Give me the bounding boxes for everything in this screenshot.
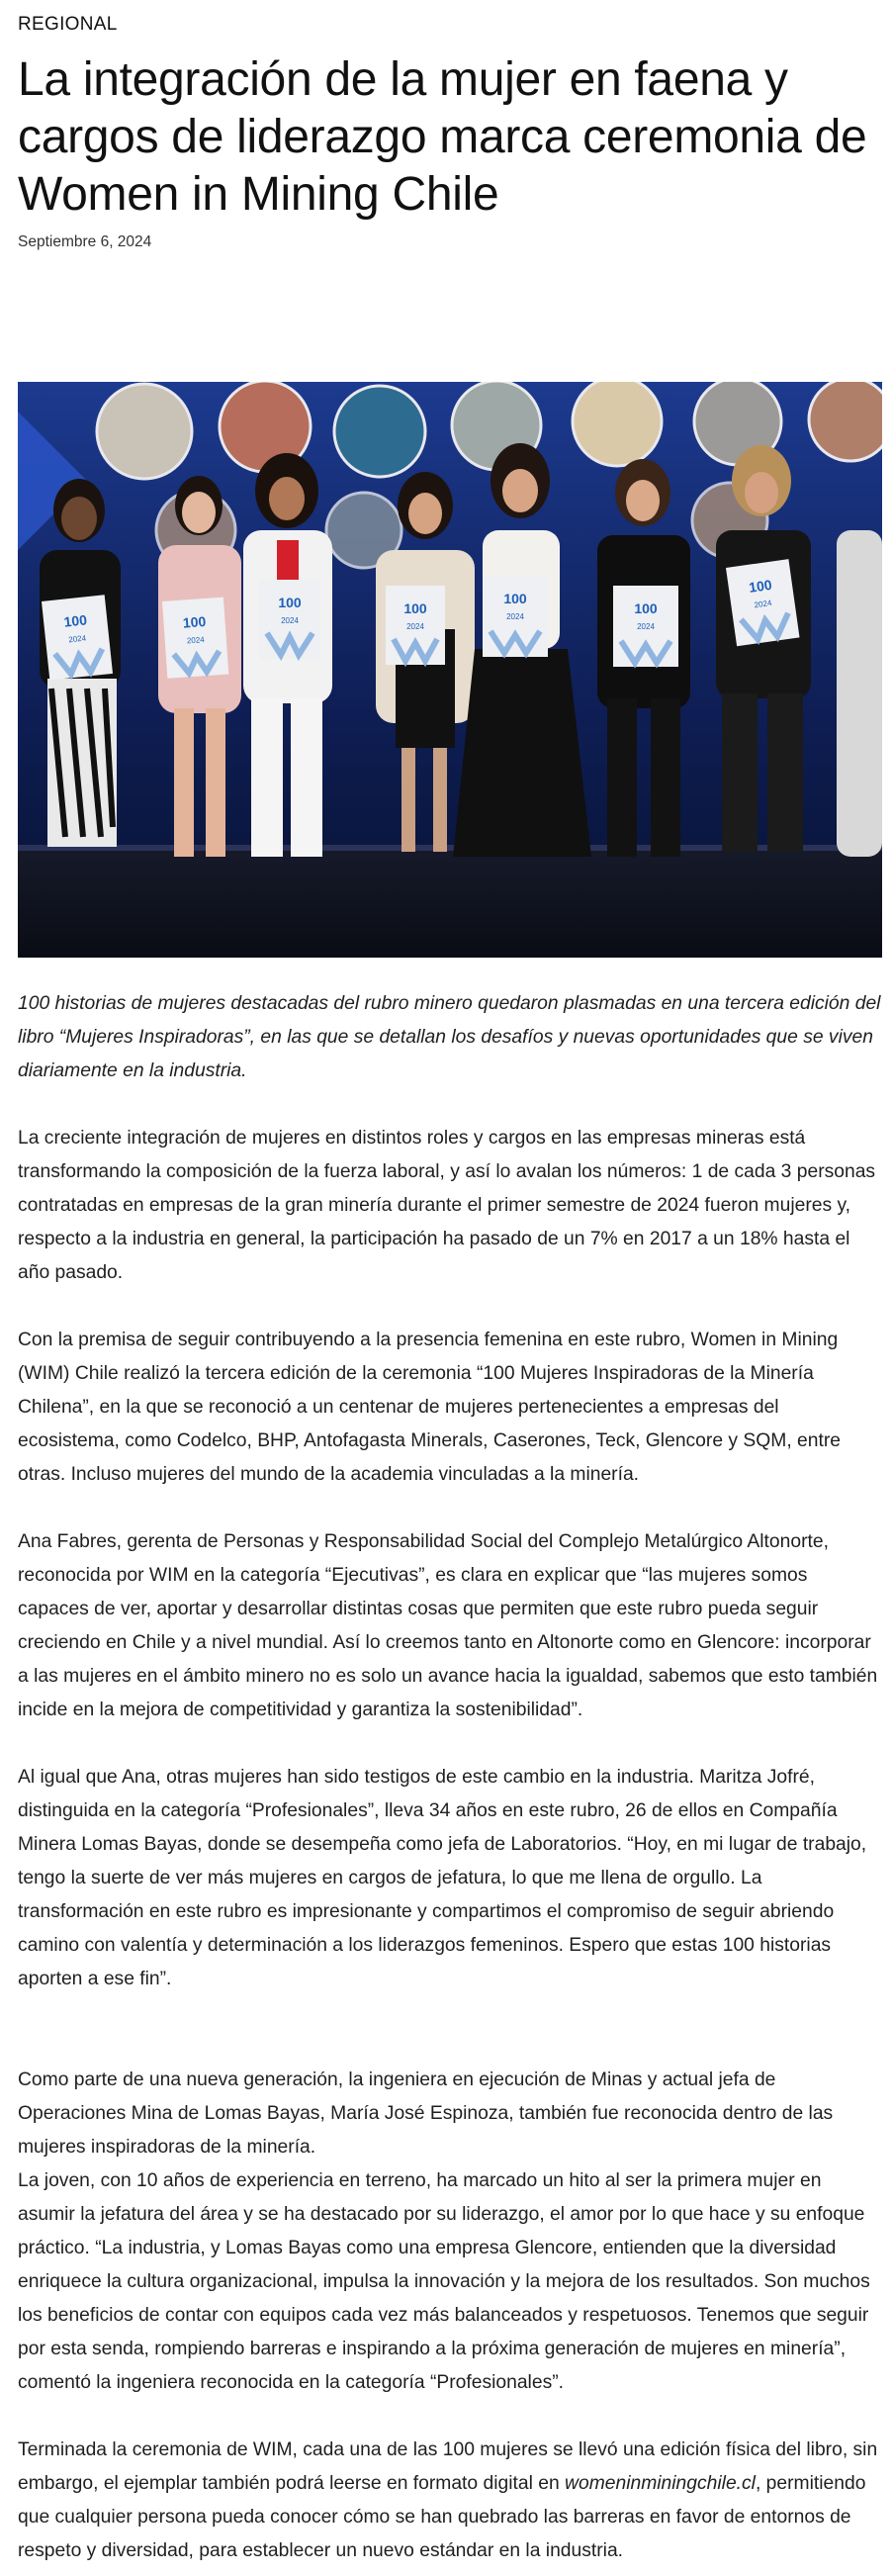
article-lead: 100 historias de mujeres destacadas del rubro minero quedaron plasmadas en una tercera edición del libro “Mujeres Inspiradoras”, en las que se detallan los desafíos y nuevas oportunidades que se viven diariamente en la industria. [18,993,881,1081]
book-year: 2024 [506,612,524,621]
body-paragraph: Ana Fabres, gerenta de Personas y Responsabilidad Social del Complejo Metalúrgico Altonorte, reconocida por WIM en la categoría “Ejecutivas”, es clara en explicar que “las mujeres somos capaces de ver, aportar y desarrollar distintas cosas que permiten que este rubro pueda seguir creciendo en Chile y a nivel mundial. Así lo creemos tanto en Altonorte como en Glencore: incorporar a las mujeres en el ámbito minero no es solo un avance hacia la igualdad, sabemos que esto también incide en la mejora de competitividad y garantiza la sostenibilidad”. [18,1531,878,1720]
article-title: La integración de la mujer en faena y cargos de liderazgo marca ceremonia de Women in Mining Chile [18,53,867,221]
book-year: 2024 [406,622,424,631]
publish-date: Septiembre 6, 2024 [18,233,152,250]
book-year: 2024 [754,598,772,610]
body-paragraph: Como parte de una nueva generación, la ingeniera en ejecución de Minas y actual jefa de Operaciones Mina de Lomas Bayas, María José Espinoza, también fue reconocida dentro de las mujeres inspiradoras de la minería. [18,2070,834,2158]
website-link[interactable]: womeninminingchile.cl [565,2473,756,2494]
closing-text-end: , permitiendo que cualquier persona pueda conocer cómo se han quebrado las barreras en favor de entornos de respeto y diversidad, para establecer un nuevo estándar en la industria. [18,2473,866,2561]
hero-illustration [18,382,882,958]
book-badge: 100 [182,612,207,631]
book-year: 2024 [281,616,299,625]
book-year: 2024 [637,622,655,631]
hero-photo [18,382,882,958]
book-badge: 100 [278,595,302,610]
closing-paragraph [18,2434,882,2568]
book-year: 2024 [186,635,206,646]
book-year: 2024 [67,633,87,645]
book-badge: 100 [748,576,773,596]
body-paragraph: La joven, con 10 años de experiencia en terreno, ha marcado un hito al ser la primera mujer en asumir la jefatura del área y se ha destacado por su liderazgo, el amor por lo que hace y su enfoque práctico. “La industria, y Lomas Bayas como una empresa Glencore, entienden que la diversidad enriquece la cultura organizacional, impulsa la innovación y la mejora de los resultados. Son muchos los beneficios de contar con equipos cada vez más balanceados y respetuosos. Tenemos que seguir por esta senda, rompiendo barreras e inspirando a la próxima generación de mujeres en minería”, comentó la ingeniera reconocida en la categoría “Profesionales”. [18,2170,870,2393]
body-paragraph: La creciente integración de mujeres en distintos roles y cargos en las empresas mineras está transformando la composición de la fuerza laboral, y así lo avalan los números: 1 de cada 3 personas contratadas en empresas de la gran minería durante el primer semestre de 2024 fueron mujeres y, respecto a la industria en general, la participación ha pasado de un 7% en 2017 a un 18% hasta el año pasado. [18,1128,876,1283]
body-paragraph: Con la premisa de seguir contribuyendo a la presencia femenina en este rubro, Women in Mining (WIM) Chile realizó la tercera edición de la ceremonia “100 Mujeres Inspiradoras de la Minería Chilena”, en la que se reconoció a un centenar de mujeres pertenecientes a empresas del ecosistema, como Codelco, BHP, Antofagasta Minerals, Caserones, Teck, Glencore y SQM, entre otras. Incluso mujeres del mundo de la academia vinculadas a la minería. [18,1330,841,1485]
book-badge: 100 [634,600,658,616]
book-badge: 100 [403,600,427,616]
category-label[interactable]: REGIONAL [18,14,118,35]
closing-text-start: Terminada la ceremonia de WIM, cada una de las 100 mujeres se llevó una edición física del libro, sin embargo, el ejemplar también podrá leerse en formato digital en [18,2439,878,2494]
body-paragraph: Al igual que Ana, otras mujeres han sido testigos de este cambio en la industria. Maritza Jofré, distinguida en la categoría “Profesionales”, lleva 34 años en este rubro, 26 de ellos en Compañía Minera Lomas Bayas, donde se desempeña como jefa de Laboratorios. “Hoy, en mi lugar de trabajo, tengo la suerte de ver más mujeres en cargos de jefatura, lo que me llena de orgullo. La transformación en este rubro es impresionante y compartimos el compromiso de seguir abriendo camino con valentía y determinación a los liderazgos femeninos. Espero que estas 100 historias aporten a ese fin”. [18,1767,867,1989]
book-badge: 100 [503,591,527,606]
book-badge: 100 [62,611,88,630]
